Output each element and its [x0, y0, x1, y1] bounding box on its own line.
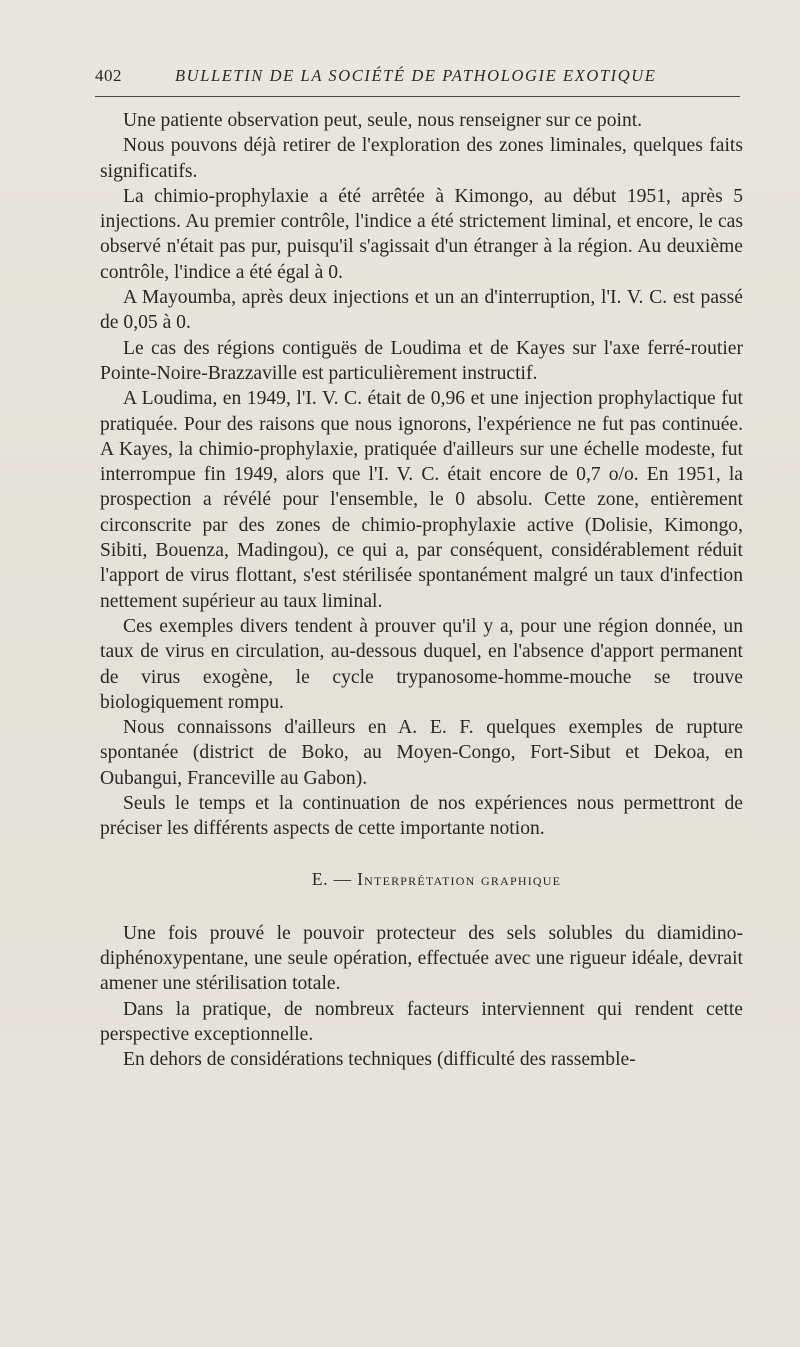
section-heading-title: Interprétation graphique	[357, 868, 562, 889]
paragraph: A Mayoumba, après deux injections et un an d'interruption, l'I. V. C. est passé de 0,05 à 0.	[100, 287, 743, 334]
body-text	[100, 108, 743, 1072]
paragraph: Nous pouvons déjà retirer de l'exploration des zones liminales, quelques faits significatifs.	[100, 135, 743, 182]
paragraph: A Loudima, en 1949, l'I. V. C. était de 0,96 et une injection prophylactique fut pratiquée. Pour des raisons que nous ignorons, l'expérience ne fut pas continuée. A Kayes, la chimio-prophylaxie, pratiquée d'ailleurs sur une échelle modeste, fut interrompue fin 1949, alors que l'I. V. C. était encore de 0,7 o/o. En 1951, la prospection a révélé pour l'ensemble, le 0 absolu. Cette zone, entièrement circonscrite par des zones de chimio-prophylaxie active (Dolisie, Kimongo, Sibiti, Bouenza, Madingou), ce qui a, par conséquent, considérablement réduit l'apport de virus flottant, s'est stérilisée spontanément malgré un taux d'infection nettement supérieur au taux liminal.	[100, 388, 743, 612]
header-rule	[95, 96, 740, 97]
page-header	[95, 66, 740, 92]
paragraph: Ces exemples divers tendent à prouver qu'il y a, pour une région donnée, un taux de virus en circulation, au-dessous duquel, en l'absence d'apport permanent de virus exogène, le cycle trypanosome-homme-mouche se trouve biologiquement rompu.	[100, 615, 743, 713]
paragraph: Dans la pratique, de nombreux facteurs interviennent qui rendent cette perspective exceptionnelle.	[100, 998, 743, 1045]
page-number: 402	[95, 66, 122, 85]
paragraph: Le cas des régions contiguës de Loudima et de Kayes sur l'axe ferré-routier Pointe-Noire-Brazzaville est particulièrement instructif.	[100, 337, 743, 384]
paragraph: Seuls le temps et la continuation de nos expériences nous permettront de préciser les différents aspects de cette importante notion.	[100, 793, 743, 840]
running-title: BULLETIN DE LA SOCIÉTÉ DE PATHOLOGIE EXOTIQUE	[175, 66, 657, 85]
section-heading-prefix: E. —	[311, 868, 352, 889]
paragraph: La chimio-prophylaxie a été arrêtée à Kimongo, au début 1951, après 5 injections. Au premier contrôle, l'indice a été strictement liminal, et encore, le cas observé n'était pas pur, puisqu'il s'agissait d'un étranger à la région. Au deuxième contrôle, l'indice a été égal à 0.	[100, 185, 743, 283]
paragraph: En dehors de considérations techniques (difficulté des rassemble-	[123, 1049, 636, 1071]
paragraph: Nous connaissons d'ailleurs en A. E. F. quelques exemples de rupture spontanée (district de Boko, au Moyen-Congo, Fort-Sibut et Dekoa, en Oubangui, Franceville au Gabon).	[100, 717, 743, 789]
paragraph: Une patiente observation peut, seule, nous renseigner sur ce point.	[123, 110, 643, 131]
paragraph: Une fois prouvé le pouvoir protecteur des sels solubles du diamidino-diphénoxypentane, une seule opération, effectuée avec une rigueur idéale, devrait amener une stérilisation totale.	[100, 922, 743, 995]
section-heading	[100, 869, 743, 894]
